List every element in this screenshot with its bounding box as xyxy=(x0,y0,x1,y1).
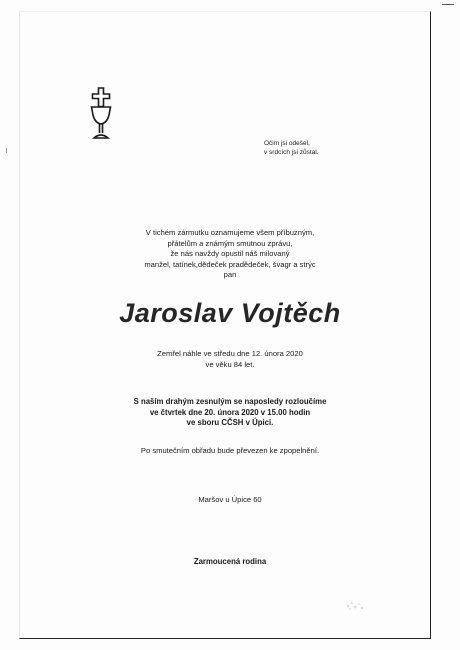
funeral-notice xyxy=(60,397,400,429)
address: Maršov u Úpice 60 xyxy=(198,495,262,504)
memorial-quote xyxy=(264,139,364,157)
scan-smudge xyxy=(343,597,367,611)
death-line: Zemřel náhle ve středu dne 12. února 2020 xyxy=(157,349,303,358)
scan-edge-mark xyxy=(6,148,7,153)
deceased-name: Jaroslav Vojtěch xyxy=(119,298,341,328)
quote-line: v srdcích jsi zůstal. xyxy=(264,149,319,156)
funeral-line: ve sboru CČSH v Úpici. xyxy=(186,418,274,427)
death-line: ve věku 84 let. xyxy=(205,359,255,369)
funeral-line: S naším drahým zesnulým se naposledy rozloučíme xyxy=(133,397,327,406)
cremation-notice: Po smutečním obřadu bude převezen ke zpopelnění. xyxy=(140,446,320,455)
announcement-line: V tichém zármutku oznamujeme všem příbuzným, xyxy=(145,228,315,237)
chalice-cross-icon xyxy=(88,86,114,141)
quote-line: Očim jsi odešel, xyxy=(264,140,310,147)
scan-corner-mark xyxy=(442,4,454,5)
announcement-line: pan xyxy=(223,270,237,279)
funeral-line: ve čtvrtek dne 20. února 2020 v 15.00 hodin xyxy=(149,407,311,417)
death-notice xyxy=(60,349,400,370)
announcement-text xyxy=(60,228,400,281)
announcement-line: že nás navždy opustil náš milovaný xyxy=(170,249,290,258)
announcement-line: manžel, tatínek,dědeček pradědeček, švagr a strýc xyxy=(144,259,316,269)
signature-family: Zarmoucená rodina xyxy=(193,557,267,566)
announcement-line: přátelům a známým smutnou zprávu, xyxy=(167,238,293,248)
